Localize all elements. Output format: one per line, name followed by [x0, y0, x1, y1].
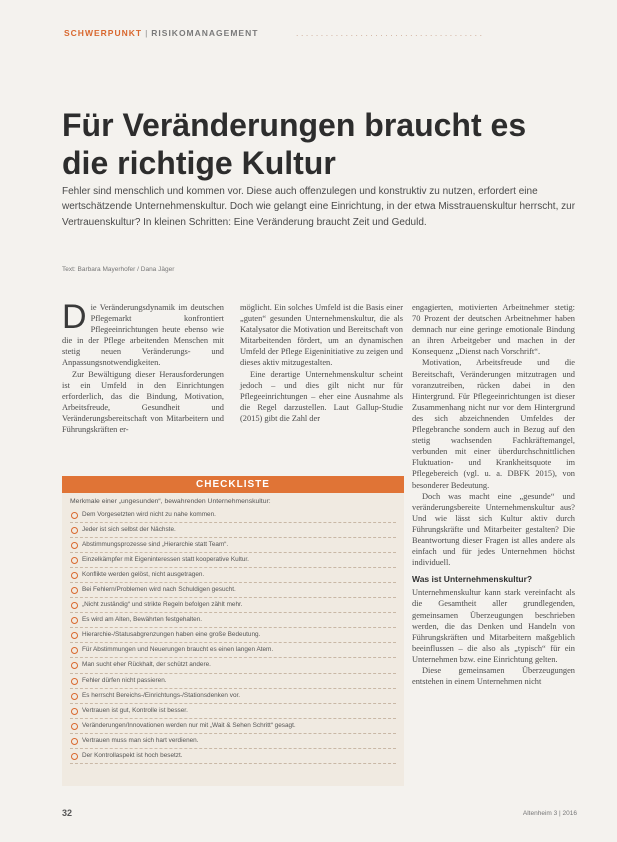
checklist-item: Vertrauen muss man sich hart verdienen.	[70, 734, 396, 749]
circle-bullet-icon	[71, 632, 78, 639]
checklist-item: Einzelkämpfer mit Eigeninteressen statt kooperative Kultur.	[70, 553, 396, 568]
checklist-item: Es wird am Alten, Bewährten festgehalten.	[70, 613, 396, 628]
checklist-item: Es herrscht Bereichs-/Einrichtungs-/Stationsdenken vor.	[70, 689, 396, 704]
article-title: Für Veränderungen braucht es die richtige Kultur	[62, 107, 527, 181]
header-separator: |	[145, 28, 149, 38]
checklist-item: Veränderungen/Innovationen werden nur mit „Wait & Sehen Schritt“ gesagt.	[70, 719, 396, 734]
col3-paragraph-5: Diese gemeinsamen Überzeugungen entstehen in einem Unternehmen nicht	[412, 666, 575, 687]
body-column-3	[412, 302, 575, 687]
circle-bullet-icon	[71, 602, 78, 609]
checklist-item: Bei Fehlern/Problemen wird nach Schuldigen gesucht.	[70, 583, 396, 598]
checklist-item: Dem Vorgesetzten wird nicht zu nahe kommen.	[70, 508, 396, 523]
checklist-box	[62, 476, 404, 786]
section-header	[64, 28, 485, 38]
col3-paragraph-4: Unternehmenskultur kann stark vereinfacht als die Gesamtheit aller grundlegenden, gemeinsamen Überzeugungen beschrieben werden, die das Denken und Handeln von Führungskräften und Mitarbeitern maßgeblich beeinflussen – die also als „typisch“ für ein Unternehmen bzw. eine Einrichtung gelten.	[412, 588, 575, 664]
circle-bullet-icon	[71, 693, 78, 700]
body-column-2	[240, 302, 403, 424]
checklist-intro: Merkmale einer „ungesunden“, bewahrenden Unternehmenskultur:	[70, 498, 271, 505]
checklist-item: Der Kontrollaspekt ist hoch besetzt.	[70, 749, 396, 764]
circle-bullet-icon	[71, 662, 78, 669]
circle-bullet-icon	[71, 738, 78, 745]
header-dot-rule: ......................................	[296, 28, 485, 38]
article-lead: Fehler sind menschlich und kommen vor. Diese auch offenzulegen und konstruktiv zu nutzen, erfordert eine wertschätzende Unternehmenskultur. Doch wie gelangt eine Einrichtung, in der etwa Misstrauenskultur herrscht, zur Vertrauenskultur? In kleinen Schritten: Eine Veränderung braucht Zeit und Geduld.	[62, 186, 576, 228]
topic-label: RISIKOMANAGEMENT	[151, 28, 259, 38]
circle-bullet-icon	[71, 708, 78, 715]
circle-bullet-icon	[71, 617, 78, 624]
checklist-item: „Nicht zuständig“ und strikte Regeln befolgen zählt mehr.	[70, 598, 396, 613]
col1-paragraph-2: Zur Bewältigung dieser Herausforderungen ist ein Umfeld in den Einrichtungen erforderlich, das die Bindung, Motivation, Arbeitsfreude, Gesundheit und Veränderungsbereitschaft von Mitarbeitern und Führungskräften er-	[62, 369, 224, 435]
checklist-item: Vertrauen ist gut, Kontrolle ist besser.	[70, 704, 396, 719]
circle-bullet-icon	[71, 647, 78, 654]
circle-bullet-icon	[71, 527, 78, 534]
circle-bullet-icon	[71, 678, 78, 685]
publication-footer: Altenheim 3 | 2016	[522, 810, 577, 817]
checklist-item: Für Abstimmungen und Neuerungen braucht es einen langen Atem.	[70, 643, 396, 658]
checklist-item: Fehler dürfen nicht passieren.	[70, 674, 396, 689]
col1-paragraph-1: ie Veränderungsdynamik im deutschen Pflegemarkt konfrontiert Pflegeeinrichtungen heute ebenso wie die in der Pflege arbeitenden Menschen mit stetig neuen Veränderungs- und Anpassungsnotwendigkeiten.	[62, 303, 224, 368]
section-label: SCHWERPUNKT	[64, 28, 143, 38]
col3-paragraph-1: engagierten, motivierten Arbeitnehmer stetig: 70 Prozent der deutschen Arbeitnehmer haben demnach nur eine geringe emotionale Bindung an ihren Arbeitgeber und machen in der Konsequenz „Dienst nach Vorschrift“.	[412, 303, 575, 357]
drop-cap: D	[62, 298, 87, 336]
circle-bullet-icon	[71, 753, 78, 760]
byline: Text: Barbara Mayerhofer / Dana Jäger	[62, 266, 175, 273]
col2-paragraph-2: Eine derartige Unternehmenskultur scheint jedoch – und dies gilt nicht nur für Pflegeeinrichtungen – eher eine Ausnahme als die Regel darzustellen. Laut Gallup-Studie (2015) gibt die Zahl der	[240, 369, 403, 423]
col3-paragraph-3: Doch was macht eine „gesunde“ und veränderungsbereite Unternehmenskultur aus? Und wie lässt sich Kultur aktiv durch Führungskräfte und Mitarbeiter gestalten? Die Beantwortung dieser Fragen ist alles andere als einfach und für jedes Unternehmen höchst individuell.	[412, 491, 575, 568]
circle-bullet-icon	[71, 542, 78, 549]
circle-bullet-icon	[71, 512, 78, 519]
checklist-item: Konflikte werden gelöst, nicht ausgetragen.	[70, 568, 396, 583]
checklist-items	[62, 508, 404, 764]
col2-paragraph-1: möglicht. Ein solches Umfeld ist die Basis einer „guten“ gesunden Unternehmenskultur, die als Katalysator die Motivation und Bereitschaft von Mitarbeitenden fördert, um an dynamischen Umfeld der Pflege Eigeninitiative zu zeigen und dieses aktiv mitzugestalten.	[240, 303, 403, 368]
circle-bullet-icon	[71, 557, 78, 564]
page-number: 32	[62, 808, 73, 818]
checklist-item: Man sucht eher Rückhalt, der schützt andere.	[70, 658, 396, 673]
body-column-1	[62, 298, 224, 435]
checklist-item: Hierarchie-/Statusabgrenzungen haben eine große Bedeutung.	[70, 628, 396, 643]
circle-bullet-icon	[71, 572, 78, 579]
checklist-item: Jeder ist sich selbst der Nächste.	[70, 523, 396, 538]
checklist-title: CHECKLISTE	[62, 476, 404, 493]
col3-paragraph-2: Motivation, Arbeitsfreude und die Bereitschaft, Veränderungen mitzutragen und voranzutreiben, rücken dabei in den Hintergrund. Für Pflegeeinrichtungen ist dieser Zusammenhang nicht nur vor dem Hintergrund des sich abzeichnenden Umfeldes der Pflegebranche sondern auch in Bezug auf den stetig wachsenden Fachkräftemangel, verbunden mit einer überdurchschnittlichen Fluktuation- und Krankheitsquote im Pflegebereich (vgl. u. a. DBFK 2015), von besonderer Bedeutung.	[412, 358, 575, 490]
circle-bullet-icon	[71, 587, 78, 594]
subheading: Was ist Unternehmenskultur?	[412, 574, 533, 585]
circle-bullet-icon	[71, 723, 78, 730]
checklist-item: Abstimmungsprozesse sind „Hierarchie statt Team“.	[70, 538, 396, 553]
